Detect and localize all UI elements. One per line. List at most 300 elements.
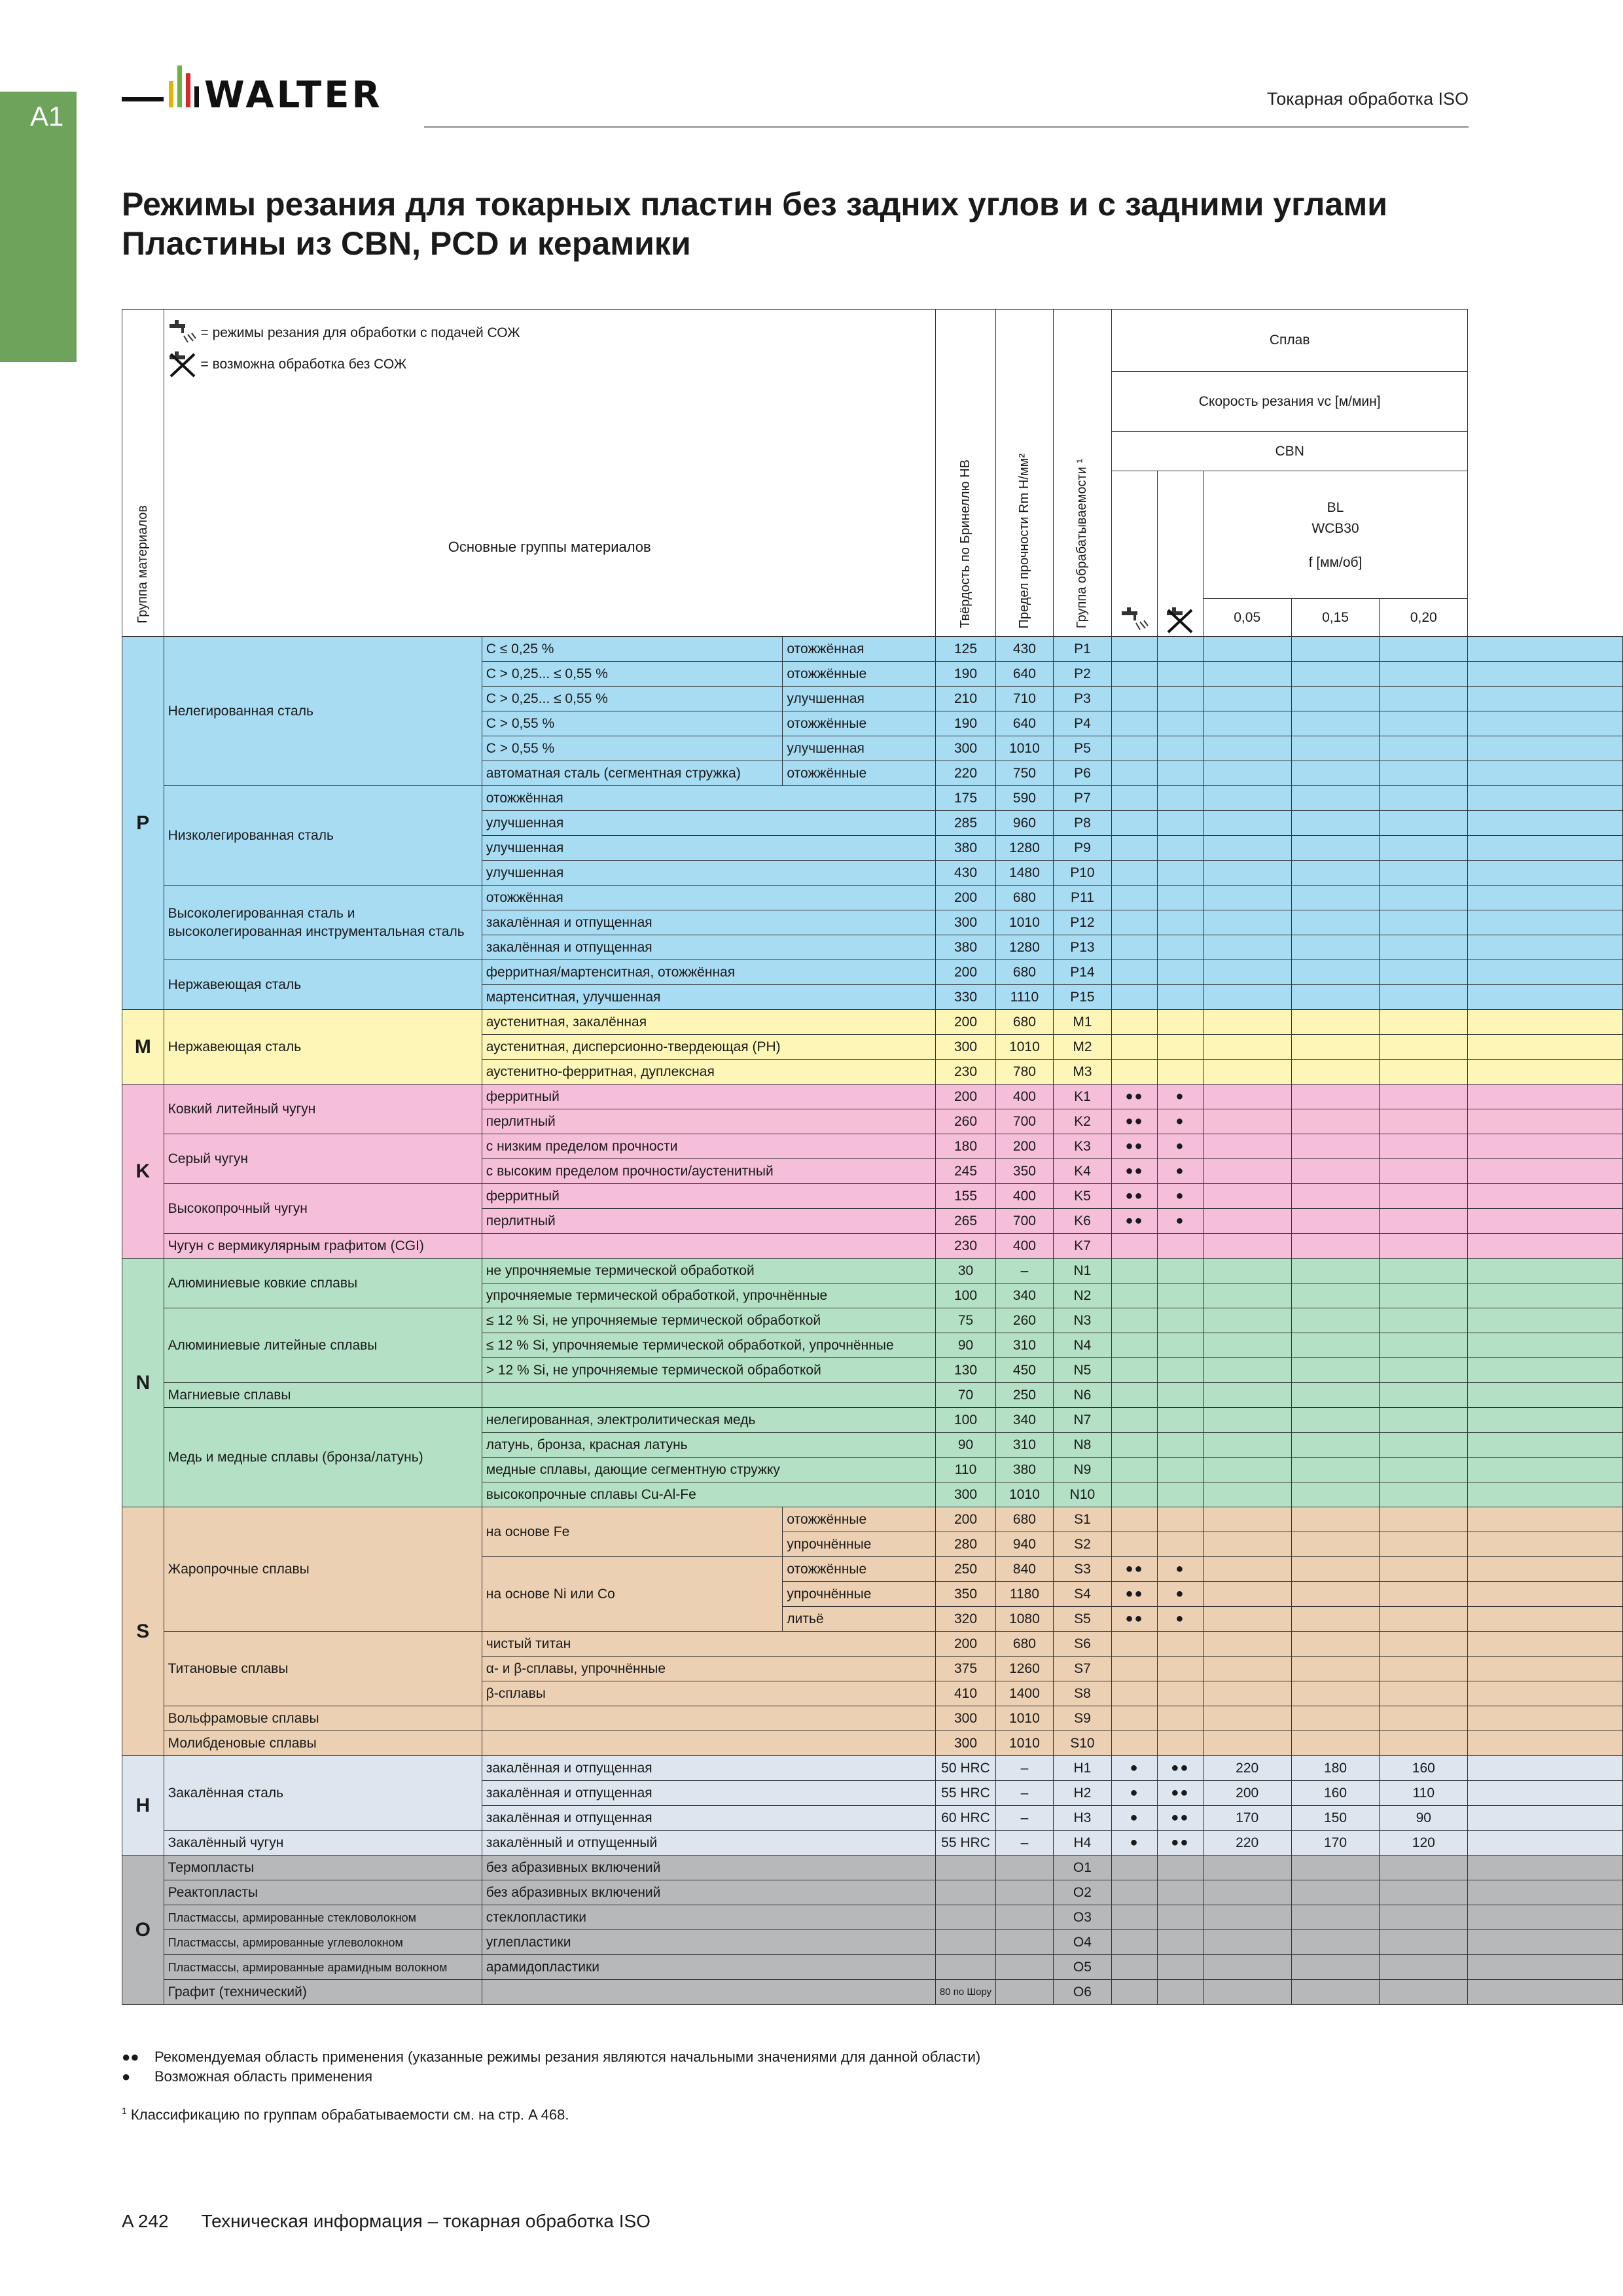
material-condition: улучшенная <box>482 836 935 861</box>
speed-f020 <box>1380 1930 1468 1955</box>
coolant-rating <box>1112 1955 1158 1980</box>
speed-f020 <box>1380 1507 1468 1532</box>
material-state: отожжённые <box>783 1507 935 1532</box>
speed-f020 <box>1380 910 1468 935</box>
hardness-value: 300 <box>935 1035 995 1060</box>
dry-rating: ● <box>1157 1134 1203 1159</box>
coolant-rating: ●● <box>1112 1582 1158 1607</box>
strength-value: 590 <box>996 786 1054 811</box>
dry-rating <box>1157 910 1203 935</box>
speed-f005 <box>1203 1880 1291 1905</box>
hardness-value: 110 <box>935 1458 995 1482</box>
speed-f020 <box>1380 1632 1468 1657</box>
speed-f020 <box>1380 1706 1468 1731</box>
dry-rating: ● <box>1157 1582 1203 1607</box>
coolant-rating <box>1112 960 1158 985</box>
coolant-rating <box>1112 687 1158 711</box>
strength-value <box>996 1955 1054 1980</box>
extra-column <box>1468 1209 1623 1234</box>
speed-f020 <box>1380 1234 1468 1259</box>
speed-f015 <box>1291 1383 1380 1408</box>
dry-rating <box>1157 1433 1203 1458</box>
speed-f020 <box>1380 985 1468 1010</box>
speed-f005 <box>1203 1333 1291 1358</box>
coolant-rating: ● <box>1112 1756 1158 1781</box>
header-f2: 0,15 <box>1291 599 1380 637</box>
subgroup-name: Вольфрамовые сплавы <box>164 1706 482 1731</box>
header-speed: Скорость резания vc [м/мин] <box>1112 372 1468 432</box>
coolant-rating <box>1112 1856 1158 1880</box>
table-row <box>122 1383 1623 1408</box>
dry-rating: ● <box>1157 1109 1203 1134</box>
mach-group-code: M2 <box>1053 1035 1111 1060</box>
material-condition: аустенитно-ферритная, дуплексная <box>482 1060 935 1085</box>
material-condition: C > 0,25... ≤ 0,55 % <box>482 662 783 687</box>
group-letter: P <box>122 637 164 1010</box>
coolant-rating <box>1112 711 1158 736</box>
extra-column <box>1468 637 1623 662</box>
speed-f020 <box>1380 1955 1468 1980</box>
dry-rating <box>1157 1035 1203 1060</box>
extra-column <box>1468 1905 1623 1930</box>
hardness-value: 300 <box>935 1731 995 1756</box>
footnote-1: Классификацию по группам обрабатываемости см. на стр. A 468. <box>130 2106 569 2123</box>
mach-group-code: O6 <box>1053 1980 1111 2005</box>
speed-f005 <box>1203 1582 1291 1607</box>
hardness-value: 200 <box>935 960 995 985</box>
hardness-value: 125 <box>935 637 995 662</box>
speed-f020 <box>1380 1035 1468 1060</box>
speed-f015 <box>1291 736 1380 761</box>
dry-rating <box>1157 662 1203 687</box>
hardness-value: 200 <box>935 1632 995 1657</box>
strength-value: – <box>996 1756 1054 1781</box>
strength-value: 840 <box>996 1557 1054 1582</box>
strength-value: 700 <box>996 1109 1054 1134</box>
speed-f020 <box>1380 786 1468 811</box>
title-line-2: Пластины из CBN, PCD и керамики <box>122 225 691 262</box>
hardness-value: 190 <box>935 662 995 687</box>
strength-value: 750 <box>996 761 1054 786</box>
material-condition: медные сплавы, дающие сегментную стружку <box>482 1458 935 1482</box>
speed-f015 <box>1291 761 1380 786</box>
speed-f005: 220 <box>1203 1756 1291 1781</box>
extra-column <box>1468 1358 1623 1383</box>
group-letter: H <box>122 1756 164 1856</box>
speed-f015 <box>1291 836 1380 861</box>
subgroup-name: Пластмассы, армированные стекловолокном <box>164 1905 482 1930</box>
extra-column <box>1468 935 1623 960</box>
material-condition: C > 0,55 % <box>482 736 783 761</box>
extra-column <box>1468 1955 1623 1980</box>
dry-rating: ● <box>1157 1085 1203 1109</box>
header-f3: 0,20 <box>1380 599 1468 637</box>
extra-column <box>1468 761 1623 786</box>
speed-f005 <box>1203 886 1291 910</box>
table-row <box>122 1856 1623 1880</box>
subgroup-name: Ковкий литейный чугун <box>164 1085 482 1134</box>
dry-rating <box>1157 1383 1203 1408</box>
speed-f005 <box>1203 1458 1291 1482</box>
material-condition: ферритная/мартенситная, отожжённая <box>482 960 935 985</box>
mach-group-code: K1 <box>1053 1085 1111 1109</box>
strength-value: 1080 <box>996 1607 1054 1632</box>
mach-group-code: M3 <box>1053 1060 1111 1085</box>
speed-f015 <box>1291 886 1380 910</box>
extra-column <box>1468 1856 1623 1880</box>
header-f1: 0,05 <box>1203 599 1291 637</box>
speed-f005 <box>1203 736 1291 761</box>
material-condition: α- и β-сплавы, упрочнённые <box>482 1657 935 1681</box>
speed-f005 <box>1203 1060 1291 1085</box>
coolant-rating: ●● <box>1112 1607 1158 1632</box>
footnote-possible: Возможная область применения <box>154 2068 373 2085</box>
speed-f015: 150 <box>1291 1806 1380 1831</box>
speed-f020 <box>1380 687 1468 711</box>
hardness-value: 60 HRC <box>935 1806 995 1831</box>
speed-f015 <box>1291 1955 1380 1980</box>
speed-f005 <box>1203 1383 1291 1408</box>
dry-rating <box>1157 1980 1203 2005</box>
coolant-rating <box>1112 1259 1158 1283</box>
header-feed: f [мм/об] <box>1308 555 1363 570</box>
mach-group-code: N5 <box>1053 1358 1111 1383</box>
speed-f020 <box>1380 1657 1468 1681</box>
speed-f020 <box>1380 1532 1468 1557</box>
speed-f005 <box>1203 1706 1291 1731</box>
strength-value <box>996 1905 1054 1930</box>
speed-f020 <box>1380 1433 1468 1458</box>
dry-rating <box>1157 1632 1203 1657</box>
speed-f015 <box>1291 1109 1380 1134</box>
material-condition: аустенитная, закалённая <box>482 1010 935 1035</box>
coolant-rating <box>1112 935 1158 960</box>
speed-f020 <box>1380 1060 1468 1085</box>
speed-f005 <box>1203 985 1291 1010</box>
mach-group-code: P14 <box>1053 960 1111 985</box>
strength-value: 1010 <box>996 1731 1054 1756</box>
mach-group-code: N7 <box>1053 1408 1111 1433</box>
speed-f015 <box>1291 1532 1380 1557</box>
speed-f015 <box>1291 711 1380 736</box>
hardness-value <box>935 1930 995 1955</box>
hardness-value: 285 <box>935 811 995 836</box>
strength-value: 940 <box>996 1532 1054 1557</box>
material-condition <box>482 1731 935 1756</box>
dry-rating <box>1157 1333 1203 1358</box>
coolant-rating <box>1112 637 1158 662</box>
extra-column <box>1468 1109 1623 1134</box>
coolant-rating <box>1112 1234 1158 1259</box>
speed-f020 <box>1380 1184 1468 1209</box>
mach-group-code: P5 <box>1053 736 1111 761</box>
material-state: улучшенная <box>783 687 935 711</box>
subgroup-name: Графит (технический) <box>164 1980 482 2005</box>
subgroup-name: Высоколегированная сталь и высоколегированная инструментальная сталь <box>164 886 482 960</box>
dry-rating <box>1157 1657 1203 1681</box>
material-condition: отожжённая <box>482 886 935 910</box>
table-row <box>122 1980 1623 2005</box>
coolant-rating <box>1112 1905 1158 1930</box>
speed-f005 <box>1203 1507 1291 1532</box>
coolant-rating <box>1112 1980 1158 2005</box>
coolant-rating <box>1112 861 1158 886</box>
material-condition: отожжённая <box>482 786 935 811</box>
coolant-rating <box>1112 1731 1158 1756</box>
mach-group-code: S5 <box>1053 1607 1111 1632</box>
strength-value: 1260 <box>996 1657 1054 1681</box>
dry-rating <box>1157 1507 1203 1532</box>
subgroup-name: Пластмассы, армированные углеволокном <box>164 1930 482 1955</box>
speed-f005 <box>1203 1482 1291 1507</box>
material-state: отожжённые <box>783 711 935 736</box>
speed-f015 <box>1291 1507 1380 1532</box>
material-condition: закалённая и отпущенная <box>482 1756 935 1781</box>
strength-value: 680 <box>996 1010 1054 1035</box>
material-condition <box>482 1706 935 1731</box>
speed-f020 <box>1380 1333 1468 1358</box>
extra-column <box>1468 1706 1623 1731</box>
dry-rating <box>1157 1358 1203 1383</box>
strength-value: 680 <box>996 1507 1054 1532</box>
speed-f005 <box>1203 861 1291 886</box>
extra-column <box>1468 1234 1623 1259</box>
speed-f015 <box>1291 1905 1380 1930</box>
mach-group-code: P3 <box>1053 687 1111 711</box>
speed-f015 <box>1291 960 1380 985</box>
group-letter: O <box>122 1856 164 2005</box>
strength-value: 250 <box>996 1383 1054 1408</box>
mach-group-code: K7 <box>1053 1234 1111 1259</box>
speed-f015 <box>1291 1706 1380 1731</box>
extra-column <box>1468 1756 1623 1781</box>
hardness-value: 410 <box>935 1681 995 1706</box>
mach-group-code: O1 <box>1053 1856 1111 1880</box>
extra-column <box>1468 1582 1623 1607</box>
material-condition: улучшенная <box>482 811 935 836</box>
mach-group-code: N10 <box>1053 1482 1111 1507</box>
dry-rating <box>1157 836 1203 861</box>
dry-rating <box>1157 1930 1203 1955</box>
material-condition: C > 0,25... ≤ 0,55 % <box>482 687 783 711</box>
mach-group-code: H1 <box>1053 1756 1111 1781</box>
speed-f005 <box>1203 637 1291 662</box>
strength-value: 710 <box>996 687 1054 711</box>
speed-f020 <box>1380 960 1468 985</box>
strength-value: 680 <box>996 1632 1054 1657</box>
mach-group-code: S10 <box>1053 1731 1111 1756</box>
header-hardness: Твёрдость по Бринеллю HB <box>958 459 973 628</box>
coolant-rating <box>1112 1458 1158 1482</box>
speed-f005 <box>1203 1209 1291 1234</box>
hardness-value: 280 <box>935 1532 995 1557</box>
extra-column <box>1468 1408 1623 1433</box>
extra-column <box>1468 1806 1623 1831</box>
speed-f005 <box>1203 662 1291 687</box>
material-condition: ферритный <box>482 1085 935 1109</box>
group-letter: S <box>122 1507 164 1756</box>
mach-group-code: N1 <box>1053 1259 1111 1283</box>
extra-column <box>1468 836 1623 861</box>
dry-rating <box>1157 1283 1203 1308</box>
hardness-value: 200 <box>935 886 995 910</box>
speed-f005 <box>1203 1184 1291 1209</box>
extra-column <box>1468 1333 1623 1358</box>
footnote-recommended: Рекомендуемая область применения (указанные режимы резания являются начальными значениями для данной области) <box>154 2049 981 2065</box>
speed-f020 <box>1380 1085 1468 1109</box>
mach-group-code: P2 <box>1053 662 1111 687</box>
speed-f020 <box>1380 1458 1468 1482</box>
strength-value: 1180 <box>996 1582 1054 1607</box>
speed-f015 <box>1291 1856 1380 1880</box>
material-condition: C > 0,55 % <box>482 711 783 736</box>
speed-f015 <box>1291 1930 1380 1955</box>
dry-icon <box>168 351 197 378</box>
material-condition <box>482 1980 935 2005</box>
material-state: отожжённые <box>783 1557 935 1582</box>
coolant-rating: ●● <box>1112 1085 1158 1109</box>
subgroup-name: Алюминиевые литейные сплавы <box>164 1308 482 1383</box>
speed-f020 <box>1380 935 1468 960</box>
extra-column <box>1468 1632 1623 1657</box>
coolant-rating <box>1112 1408 1158 1433</box>
strength-value: 310 <box>996 1433 1054 1458</box>
footer-page-number: A 242 <box>122 2211 169 2231</box>
extra-column <box>1468 1681 1623 1706</box>
speed-f020 <box>1380 1681 1468 1706</box>
dry-rating: ●● <box>1157 1781 1203 1806</box>
mach-group-code: H3 <box>1053 1806 1111 1831</box>
mach-group-code: N4 <box>1053 1333 1111 1358</box>
extra-column <box>1468 1259 1623 1283</box>
extra-column <box>1468 1283 1623 1308</box>
subgroup-name: Реактопласты <box>164 1880 482 1905</box>
speed-f015 <box>1291 1582 1380 1607</box>
coolant-rating: ●● <box>1112 1557 1158 1582</box>
strength-value: 1010 <box>996 1035 1054 1060</box>
side-tab-label: A1 <box>30 101 64 132</box>
hardness-value: 230 <box>935 1234 995 1259</box>
walter-logo <box>122 60 397 119</box>
dry-rating <box>1157 985 1203 1010</box>
speed-f005 <box>1203 1657 1291 1681</box>
dry-rating <box>1157 1060 1203 1085</box>
hardness-value: 380 <box>935 935 995 960</box>
mach-group-code: N3 <box>1053 1308 1111 1333</box>
speed-f005 <box>1203 1930 1291 1955</box>
coolant-rating: ●● <box>1112 1109 1158 1134</box>
speed-f015 <box>1291 1433 1380 1458</box>
hardness-value: 210 <box>935 687 995 711</box>
speed-f005 <box>1203 1557 1291 1582</box>
hardness-value: 260 <box>935 1109 995 1134</box>
coolant-rating <box>1112 1060 1158 1085</box>
mach-group-code: S4 <box>1053 1582 1111 1607</box>
material-condition: закалённая и отпущенная <box>482 935 935 960</box>
table-row <box>122 637 1623 662</box>
speed-f020 <box>1380 761 1468 786</box>
material-condition: закалённая и отпущенная <box>482 910 935 935</box>
strength-value: 1010 <box>996 1482 1054 1507</box>
speed-f015 <box>1291 1259 1380 1283</box>
strength-value: 400 <box>996 1234 1054 1259</box>
extra-column <box>1468 1781 1623 1806</box>
strength-value: 640 <box>996 711 1054 736</box>
header-mach-group: Группа обрабатываемости ¹ <box>1075 458 1090 628</box>
speed-f015 <box>1291 1209 1380 1234</box>
hardness-value: 380 <box>935 836 995 861</box>
strength-value: – <box>996 1259 1054 1283</box>
coolant-rating: ● <box>1112 1781 1158 1806</box>
header-section: Токарная обработка ISO <box>1266 89 1469 109</box>
dry-rating <box>1157 637 1203 662</box>
hardness-value: 175 <box>935 786 995 811</box>
material-condition: арамидопластики <box>482 1955 935 1980</box>
speed-f005 <box>1203 935 1291 960</box>
material-state: отожжённые <box>783 761 935 786</box>
coolant-rating <box>1112 886 1158 910</box>
strength-value: 1280 <box>996 836 1054 861</box>
page-title <box>122 185 1387 263</box>
table-row <box>122 1706 1623 1731</box>
subgroup-name: Нержавеющая сталь <box>164 1010 482 1085</box>
mach-group-code: P15 <box>1053 985 1111 1010</box>
legend-dry: = возможна обработка без СОЖ <box>200 357 407 372</box>
extra-column <box>1468 711 1623 736</box>
dry-rating: ●● <box>1157 1831 1203 1856</box>
coolant-rating <box>1112 1880 1158 1905</box>
speed-f005 <box>1203 1905 1291 1930</box>
header-strength: Предел прочности Rm Н/мм² <box>1016 453 1031 628</box>
strength-value: 340 <box>996 1283 1054 1308</box>
material-condition: перлитный <box>482 1109 935 1134</box>
mach-group-code: K6 <box>1053 1209 1111 1234</box>
mach-group-code: H4 <box>1053 1831 1111 1856</box>
coolant-rating <box>1112 811 1158 836</box>
coolant-col-icon <box>1120 607 1149 634</box>
table-row <box>122 786 1623 811</box>
speed-f020 <box>1380 1308 1468 1333</box>
coolant-rating <box>1112 1433 1158 1458</box>
mach-group-code: P4 <box>1053 711 1111 736</box>
group-letter: N <box>122 1259 164 1507</box>
table-row <box>122 1085 1623 1109</box>
speed-f020 <box>1380 711 1468 736</box>
coolant-rating <box>1112 1308 1158 1333</box>
material-state: отожжённая <box>783 637 935 662</box>
table-row <box>122 1259 1623 1283</box>
coolant-rating: ● <box>1112 1831 1158 1856</box>
speed-f005 <box>1203 1308 1291 1333</box>
material-condition: углепластики <box>482 1930 935 1955</box>
material-condition: улучшенная <box>482 861 935 886</box>
dry-rating <box>1157 1880 1203 1905</box>
strength-value: 1010 <box>996 910 1054 935</box>
coolant-rating <box>1112 1681 1158 1706</box>
coolant-rating <box>1112 1482 1158 1507</box>
coolant-rating <box>1112 1383 1158 1408</box>
extra-column <box>1468 910 1623 935</box>
speed-f005 <box>1203 1681 1291 1706</box>
dry-rating <box>1157 1482 1203 1507</box>
hardness-value: 300 <box>935 1706 995 1731</box>
material-condition: нелегированная, электролитическая медь <box>482 1408 935 1433</box>
dry-rating <box>1157 736 1203 761</box>
subgroup-name: Жаропрочные сплавы <box>164 1507 482 1632</box>
material-condition: перлитный <box>482 1209 935 1234</box>
extra-column <box>1468 1831 1623 1856</box>
dry-rating <box>1157 1905 1203 1930</box>
